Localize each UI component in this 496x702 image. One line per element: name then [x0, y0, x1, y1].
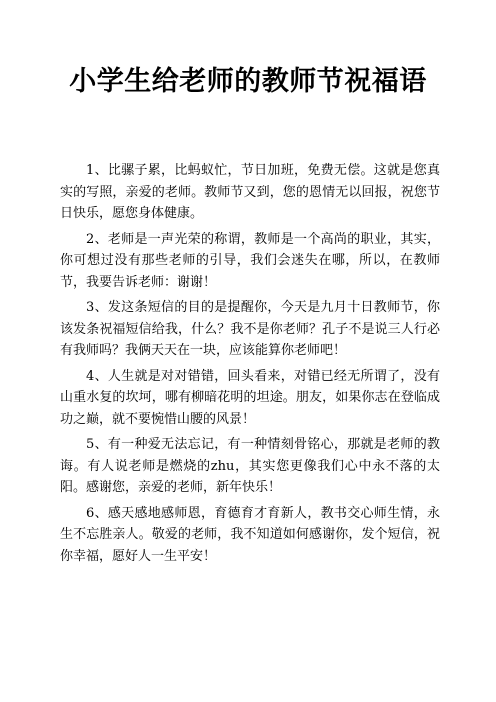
paragraph-3: 3、发这条短信的目的是提醒你，今天是九月十日教师节，你该发条祝福短信给我，什么？我不是你老师？孔子不是说三人行必有我师吗？我俩天天在一块，应该能算你老师吧！ [60, 300, 440, 358]
paragraph-6: 6、感天感地感师恩，育德育才育新人，教书交心师生情，永生不忘胜亲人。敬爱的老师，我不知道如何感谢你，发个短信，祝你幸福，愿好人一生平安！ [60, 505, 440, 564]
document-body [60, 160, 440, 571]
paragraph-2: 2、老师是一声光荣的称谓，教师是一个高尚的职业，其实，你可想过没有那些老师的引导，我们会迷失在哪，所以，在教师节，我要告诉老师：谢谢！ [60, 231, 440, 290]
paragraph-1: 1、比骡子累，比蚂蚁忙，节日加班，免费无偿。这就是您真实的写照，亲爱的老师。教师节又到，您的恩情无以回报，祝您节日快乐，愿您身体健康。 [60, 163, 440, 221]
paragraph-5: 5、有一种爱无法忘记，有一种情刻骨铭心，那就是老师的教诲。有人说老师是燃烧的zhu，其实您更像我们心中永不落的太阳。感谢您，亲爱的老师，新年快乐！ [60, 437, 440, 495]
paragraph-4: 4、人生就是对对错错，回头看来，对错已经无所谓了，没有山重水复的坎坷，哪有柳暗花明的坦途。朋友，如果你志在登临成功之巅，就不要惋惜山腰的风景！ [60, 368, 440, 427]
page-title: 小学生给老师的教师节祝福语 [69, 66, 427, 97]
